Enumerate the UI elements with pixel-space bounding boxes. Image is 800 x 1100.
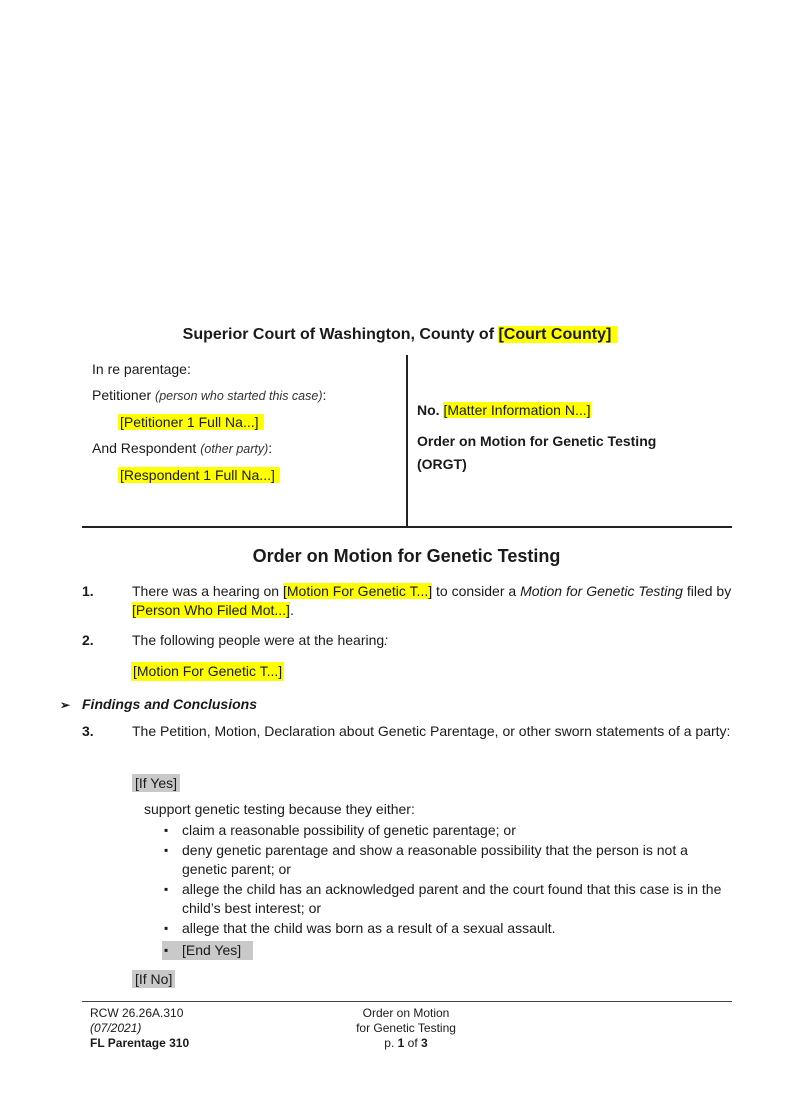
- square-bullet-icon: ▪: [164, 823, 169, 837]
- respondent-label: And Respondent: [92, 440, 201, 456]
- page-title: Order on Motion for Genetic Testing: [252, 546, 561, 566]
- support-text: support genetic testing because they either:: [144, 801, 415, 817]
- court-county-field[interactable]: [Court County]: [498, 326, 617, 343]
- petitioner-note: (person who started this case): [155, 389, 323, 403]
- list-item-text: claim a reasonable possibility of genetic parentage; or: [182, 822, 516, 838]
- item-1-motion-name: Motion for Genetic Testing: [520, 583, 683, 599]
- footer-date: [90, 1021, 189, 1036]
- filed-by-field[interactable]: [Person Who Filed Mot...]: [132, 602, 290, 618]
- list-item-text: deny genetic parentage and show a reasonable possibility that the person is not a genetic parent; or: [182, 842, 688, 877]
- list-item: [162, 919, 732, 938]
- caption-vertical-divider: [406, 355, 408, 527]
- if-yes-tag[interactable]: [If Yes]: [132, 774, 180, 792]
- petitioner-name-line: [92, 409, 326, 435]
- end-yes-tag[interactable]: [162, 941, 253, 960]
- footer-divider: [82, 1001, 732, 1002]
- respondent-label-line: [92, 435, 326, 462]
- petitioner-label: Petitioner: [92, 387, 156, 403]
- list-item: [162, 841, 732, 879]
- footer-doc-info: [306, 1006, 506, 1051]
- page-number: [306, 1036, 506, 1051]
- list-item-text: allege that the child was born as a result of a sexual assault.: [182, 920, 556, 936]
- item-1-text-a: There was a hearing on: [132, 583, 283, 599]
- item-3-number: 3.: [82, 723, 94, 739]
- square-bullet-icon: ▪: [164, 921, 169, 935]
- caption-case-info: [417, 400, 656, 476]
- findings-heading: [60, 696, 257, 712]
- item-1-number: 1.: [82, 583, 94, 599]
- footer-form-id-text: FL Parentage 310: [90, 1036, 190, 1050]
- item-1-text-c: filed by: [682, 583, 732, 599]
- footer-title-line2: for Genetic Testing: [356, 1021, 456, 1035]
- petitioner-name-field[interactable]: [Petitioner 1 Full Na...]: [118, 414, 264, 430]
- petitioner-colon: :: [322, 387, 327, 403]
- if-no-tag[interactable]: [If No]: [132, 970, 175, 988]
- item-1: [82, 582, 732, 620]
- caption-parties: [92, 356, 326, 488]
- footer-title-line1: Order on Motion: [362, 1006, 450, 1020]
- arrow-bullet-icon: ➢: [60, 698, 71, 712]
- footer-date-text: (07/2021): [90, 1021, 142, 1035]
- respondent-note: (other party): [200, 442, 269, 456]
- page-prefix: p.: [384, 1036, 398, 1050]
- footer-form-id: [90, 1036, 189, 1051]
- item-2-text-a: The following people were at the hearing: [132, 632, 385, 648]
- page-of: of: [404, 1036, 422, 1050]
- respondent-name-field[interactable]: [Respondent 1 Full Na...]: [118, 467, 280, 483]
- footer-form-info: [90, 1006, 189, 1051]
- caption-horizontal-divider: [82, 526, 732, 528]
- item-1-text-d: .: [289, 602, 294, 618]
- caption-doc-title-line2: (ORGT): [417, 456, 467, 472]
- support-bullet-list: [162, 821, 732, 961]
- case-number-field[interactable]: [Matter Information N...]: [443, 402, 591, 418]
- court-title: [0, 326, 800, 344]
- list-item: [162, 880, 732, 918]
- hearing-date-field[interactable]: [Motion For Genetic T...]: [282, 583, 433, 599]
- footer-rcw: RCW 26.26A.310: [90, 1006, 184, 1020]
- item-2-colon: :: [384, 632, 389, 648]
- list-item-text: allege the child has an acknowledged parent and the court found that this case is in the child’s best interest; or: [182, 881, 722, 916]
- attendees-field[interactable]: [Motion For Genetic T...]: [133, 663, 283, 679]
- petitioner-label-line: [92, 382, 326, 409]
- square-bullet-icon: ▪: [164, 882, 169, 896]
- square-bullet-icon: ▪: [164, 943, 169, 957]
- court-title-prefix: Superior Court of Washington, County of: [182, 326, 499, 343]
- end-yes-label: [End Yes]: [182, 942, 242, 958]
- item-2: [82, 631, 732, 650]
- findings-heading-label: Findings and Conclusions: [82, 696, 257, 712]
- item-2-number: 2.: [82, 632, 94, 648]
- in-re-label: In re parentage:: [92, 361, 191, 377]
- item-3-text: The Petition, Motion, Declaration about Genetic Parentage, or other sworn statements of a party:: [132, 723, 731, 739]
- item-3: [82, 722, 732, 741]
- case-number-line: [417, 400, 656, 420]
- page-total: 3: [421, 1036, 428, 1050]
- list-item: [162, 821, 732, 840]
- caption-doc-title-line1: Order on Motion for Genetic Testing: [417, 433, 657, 449]
- square-bullet-icon: ▪: [164, 843, 169, 857]
- case-number-label: No.: [417, 402, 444, 418]
- item-2-text: [132, 631, 732, 650]
- item-1-text: [132, 582, 732, 620]
- respondent-name-line: [92, 462, 326, 488]
- page-current: 1: [397, 1036, 405, 1050]
- respondent-colon: :: [268, 440, 273, 456]
- caption-doc-title: [417, 430, 656, 476]
- item-1-text-b: to consider a: [432, 583, 521, 599]
